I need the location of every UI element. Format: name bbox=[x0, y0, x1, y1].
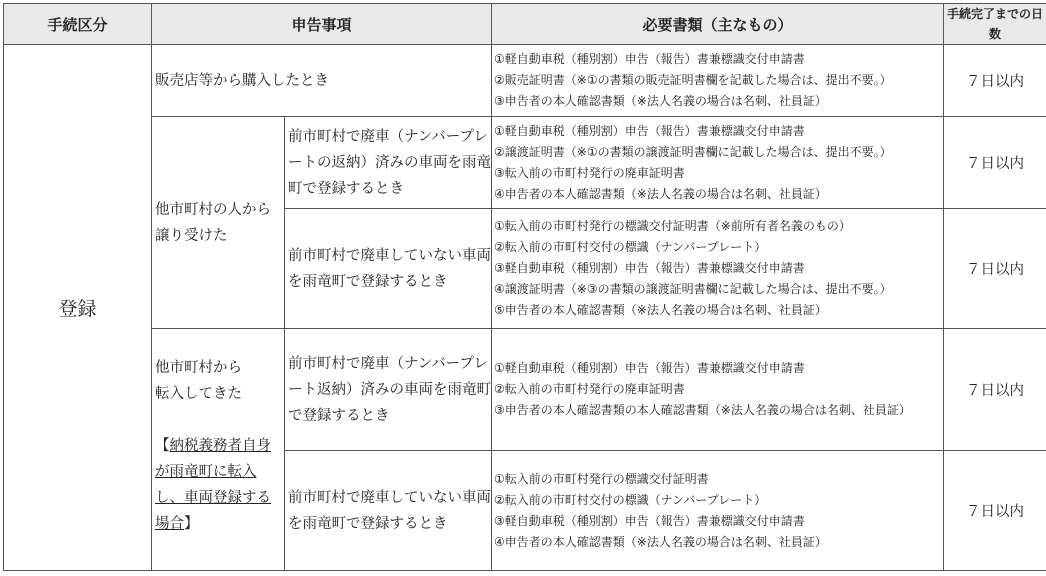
table-row bbox=[4, 329, 1046, 451]
doc-line: ②転入前の市町村発行の廃車証明書 bbox=[494, 379, 943, 400]
move-note bbox=[155, 433, 284, 537]
table-row bbox=[4, 45, 1046, 117]
note-bracket: 】 bbox=[184, 516, 199, 532]
doc-line: ①軽自動車税（種別割）申告（報告）書兼標識交付申請書 bbox=[494, 358, 943, 379]
note-text: 納税義務者自身が雨竜町に転入し、車両登録する場合 bbox=[155, 438, 271, 532]
doc-line: ④申告者の本人確認書類（※法人名義の場合は名刺、社員証） bbox=[494, 532, 943, 553]
days-purchase: ７日以内 bbox=[944, 45, 1046, 117]
header-matter: 申告事項 bbox=[152, 4, 492, 45]
doc-line: ②販売証明書（※①の書類の販売証明書欄を記載した場合は、提出不要。） bbox=[494, 70, 943, 91]
category-registration: 登録 bbox=[4, 45, 152, 571]
matter-purchase: 販売店等から購入したとき bbox=[152, 45, 492, 117]
doc-line: ③申告者の本人確認書類の本人確認書類（※法人名義の場合は名刺、社員証） bbox=[494, 400, 943, 421]
doc-line: ③申告者の本人確認書類（※法人名義の場合は名刺、社員証） bbox=[494, 91, 943, 112]
days-move-a: ７日以内 bbox=[944, 329, 1046, 451]
doc-line: ②譲渡証明書（※①の書類の譲渡証明書欄に記載した場合は、提出不要。） bbox=[494, 142, 943, 163]
days-transfer-b: ７日以内 bbox=[944, 209, 1046, 329]
docs-move-b bbox=[492, 451, 944, 571]
doc-line: ③転入前の市町村発行の廃車証明書 bbox=[494, 163, 943, 184]
days-move-b: ７日以内 bbox=[944, 451, 1046, 571]
docs-transfer-a bbox=[492, 117, 944, 209]
doc-line: ④譲渡証明書（※③の書類の譲渡証明書欄に記載した場合は、提出不要。） bbox=[494, 279, 943, 300]
doc-line: ①転入前の市町村発行の標識交付証明書（※前所有者名義のもの） bbox=[494, 216, 943, 237]
docs-move-a bbox=[492, 329, 944, 451]
table-row bbox=[4, 117, 1046, 209]
header-row bbox=[4, 4, 1046, 45]
doc-line: ②転入前の市町村交付の標識（ナンバープレート） bbox=[494, 490, 943, 511]
matter-move-b: 前市町村で廃車していない車両を雨竜町で登録するとき bbox=[285, 451, 492, 571]
header-category: 手続区分 bbox=[4, 4, 152, 45]
doc-line: ①軽自動車税（種別割）申告（報告）書兼標識交付申請書 bbox=[494, 121, 943, 142]
move-label-line: 転入してきた bbox=[155, 381, 284, 407]
move-label-line: 他市町村から bbox=[155, 355, 284, 381]
doc-line: ④申告者の本人確認書類（※法人名義の場合は名刺、社員証） bbox=[494, 184, 943, 205]
matter-transfer-b: 前市町村で廃車していない車両を雨竜町で登録するとき bbox=[285, 209, 492, 329]
docs-purchase bbox=[492, 45, 944, 117]
doc-line: ①軽自動車税（種別割）申告（報告）書兼標識交付申請書 bbox=[494, 49, 943, 70]
doc-line: ③軽自動車税（種別割）申告（報告）書兼標識交付申請書 bbox=[494, 511, 943, 532]
doc-line: ①転入前の市町村発行の標識交付証明書 bbox=[494, 469, 943, 490]
group-label-transfer: 他市町村の人から譲り受けた bbox=[152, 117, 285, 329]
doc-line: ②転入前の市町村交付の標識（ナンバープレート） bbox=[494, 237, 943, 258]
note-bracket: 【 bbox=[155, 438, 170, 454]
doc-line: ⑤申告者の本人確認書類（※法人名義の場合は名刺、社員証） bbox=[494, 300, 943, 321]
group-label-move bbox=[152, 329, 285, 571]
docs-transfer-b bbox=[492, 209, 944, 329]
header-documents: 必要書類（主なもの） bbox=[492, 4, 944, 45]
matter-move-a: 前市町村で廃車（ナンバープレート返納）済みの車両を雨竜町で登録するとき bbox=[285, 329, 492, 451]
header-days: 手続完了までの日数 bbox=[944, 4, 1046, 45]
matter-transfer-a: 前市町村で廃車（ナンバープレートの返納）済みの車両を雨竜町で登録するとき bbox=[285, 117, 492, 209]
days-transfer-a: ７日以内 bbox=[944, 117, 1046, 209]
doc-line: ③軽自動車税（種別割）申告（報告）書兼標識交付申請書 bbox=[494, 258, 943, 279]
procedure-table bbox=[3, 3, 1046, 571]
